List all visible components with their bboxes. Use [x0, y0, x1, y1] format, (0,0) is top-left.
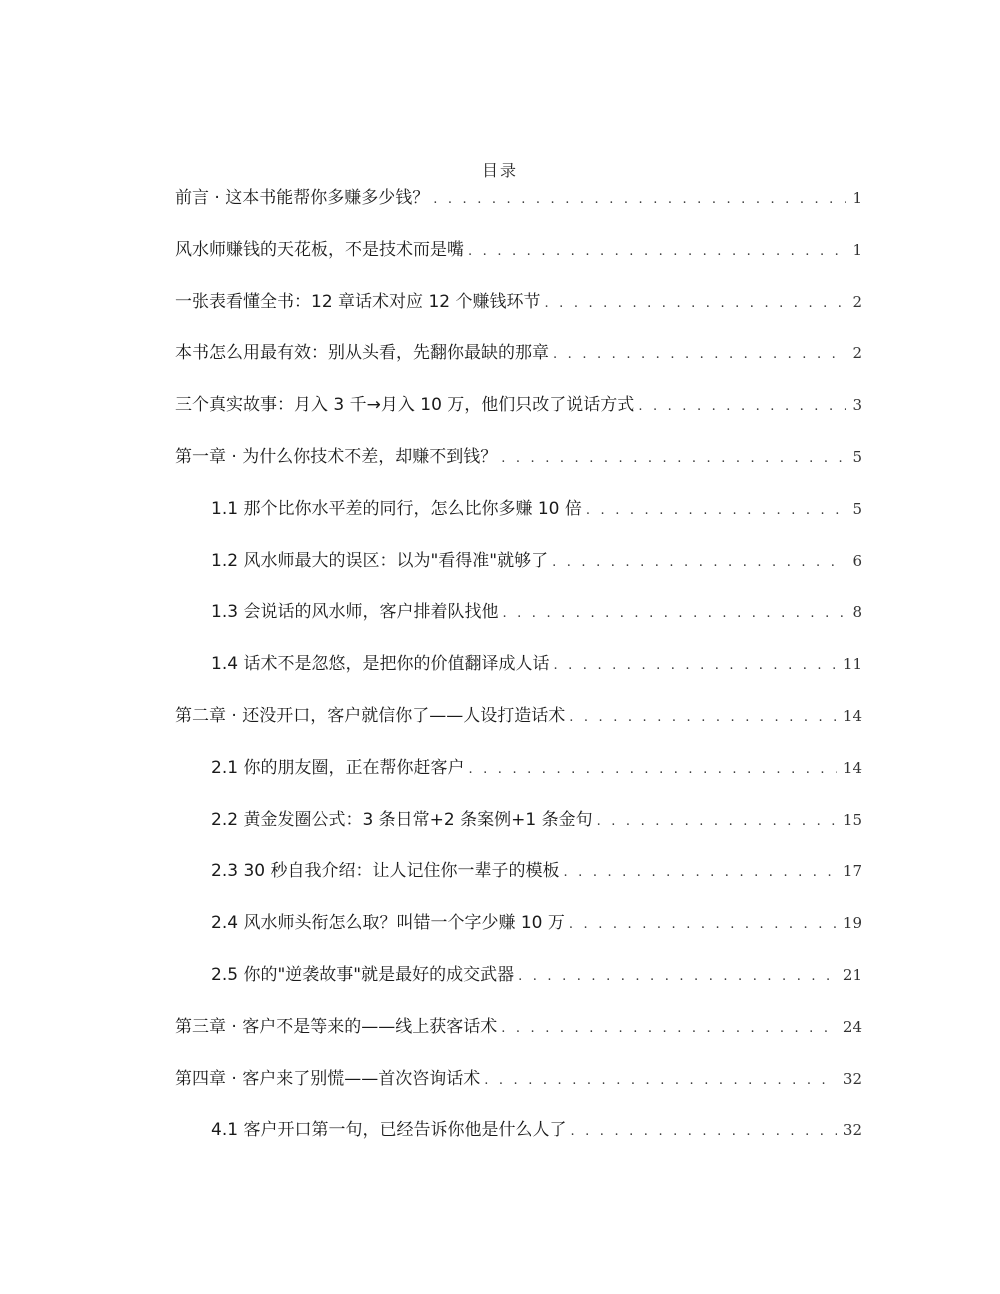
dot-leader — [468, 235, 846, 269]
toc-subentry[interactable] — [175, 803, 862, 855]
dot-leader — [570, 1115, 836, 1149]
toc-page-number: 1 — [852, 189, 862, 207]
toc-page-number: 21 — [842, 965, 862, 984]
toc-entry[interactable] — [175, 181, 862, 233]
table-of-contents — [175, 181, 862, 1165]
toc-page-number: 2 — [852, 344, 862, 363]
toc-page-number: 3 — [852, 396, 862, 415]
toc-title: 目录 — [481, 161, 518, 180]
dot-leader — [563, 856, 836, 890]
toc-subentry[interactable] — [175, 595, 862, 647]
toc-subentry[interactable] — [175, 544, 862, 596]
dot-leader — [502, 597, 846, 631]
toc-entry[interactable] — [175, 388, 862, 440]
toc-entry[interactable] — [175, 233, 862, 285]
toc-entry[interactable] — [175, 1010, 862, 1062]
toc-page-number: 32 — [842, 1069, 862, 1088]
toc-page-number: 14 — [842, 758, 862, 777]
toc-entry-label: 第一章 · 为什么你技术不差，却赚不到钱？ — [175, 446, 498, 467]
dot-leader — [501, 442, 846, 476]
toc-subentry[interactable] — [175, 492, 862, 544]
toc-page-number: 15 — [842, 810, 862, 829]
toc-entry-label: 三个真实故事：月入 3 千→月入 10 万，他们只改了说话方式 — [175, 395, 635, 416]
toc-page-number: 5 — [852, 447, 862, 466]
toc-entry[interactable] — [175, 285, 862, 337]
toc-page-number: 32 — [842, 1121, 862, 1140]
dot-leader — [484, 1064, 837, 1098]
toc-entry-label: 2.3 30 秒自我介绍：让人记住你一辈子的模板 — [211, 861, 560, 882]
dot-leader — [586, 494, 846, 528]
toc-entry-label: 1.1 那个比你水平差的同行，怎么比你多赚 10 倍 — [211, 498, 582, 519]
toc-entry[interactable] — [175, 336, 862, 388]
toc-entry-label: 1.4 话术不是忽悠，是把你的价值翻译成人话 — [211, 654, 550, 675]
toc-subentry[interactable] — [175, 1113, 862, 1165]
toc-subentry[interactable] — [175, 906, 862, 958]
dot-leader — [569, 908, 837, 942]
toc-page-number: 1 — [852, 240, 862, 259]
dot-leader — [433, 183, 846, 217]
toc-entry-label: 1.3 会说话的风水师，客户排着队找他 — [211, 602, 499, 623]
toc-page-number: 19 — [842, 914, 862, 933]
toc-entry-label: 本书怎么用最有效：别从头看，先翻你最缺的那章 — [175, 343, 549, 364]
dot-leader — [468, 753, 836, 787]
toc-page-number: 11 — [842, 655, 862, 674]
toc-page-number: 5 — [852, 499, 862, 518]
toc-page-number: 2 — [852, 292, 862, 311]
toc-entry-label: 2.1 你的朋友圈，正在帮你赶客户 — [211, 757, 465, 778]
toc-subentry[interactable] — [175, 854, 862, 906]
dot-leader — [518, 960, 837, 994]
toc-subentry[interactable] — [175, 751, 862, 803]
toc-entry-label: 2.5 你的"逆袭故事"就是最好的成交武器 — [211, 964, 515, 985]
toc-entry-label: 第三章 · 客户不是等来的——线上获客话术 — [175, 1016, 498, 1037]
toc-entry-label: 第四章 · 客户来了别慌——首次咨询话术 — [175, 1068, 481, 1089]
toc-subentry[interactable] — [175, 647, 862, 699]
dot-leader — [597, 805, 837, 839]
toc-entry-label: 2.2 黄金发圈公式：3 条日常+2 条案例+1 条金句 — [211, 809, 593, 830]
dot-leader — [501, 1012, 837, 1046]
toc-entry-label: 前言 · 这本书能帮你多赚多少钱？ — [175, 188, 430, 208]
toc-page-number: 24 — [842, 1017, 862, 1036]
toc-entry-label: 一张表看懂全书：12 章话术对应 12 个赚钱环节 — [175, 291, 541, 312]
toc-page-number: 17 — [842, 862, 862, 881]
dot-leader — [553, 338, 846, 372]
toc-entry-label: 4.1 客户开口第一句，已经告诉你他是什么人了 — [211, 1120, 567, 1141]
toc-entry-label: 1.2 风水师最大的误区：以为"看得准"就够了 — [211, 550, 549, 571]
toc-entry[interactable] — [175, 440, 862, 492]
toc-entry-label: 2.4 风水师头衔怎么取？叫错一个字少赚 10 万 — [211, 913, 565, 934]
toc-entry-label: 第二章 · 还没开口，客户就信你了——人设打造话术 — [175, 705, 566, 726]
toc-page-number: 8 — [852, 603, 862, 622]
dot-leader — [553, 649, 836, 683]
toc-page-number: 6 — [852, 551, 862, 570]
toc-entry[interactable] — [175, 1062, 862, 1114]
toc-page-number: 14 — [842, 706, 862, 725]
toc-subentry[interactable] — [175, 958, 862, 1010]
toc-entry-label: 风水师赚钱的天花板，不是技术而是嘴 — [175, 239, 464, 260]
dot-leader — [638, 390, 846, 424]
dot-leader — [552, 546, 846, 580]
toc-entry[interactable] — [175, 699, 862, 751]
dot-leader — [544, 287, 846, 321]
dot-leader — [569, 701, 837, 735]
